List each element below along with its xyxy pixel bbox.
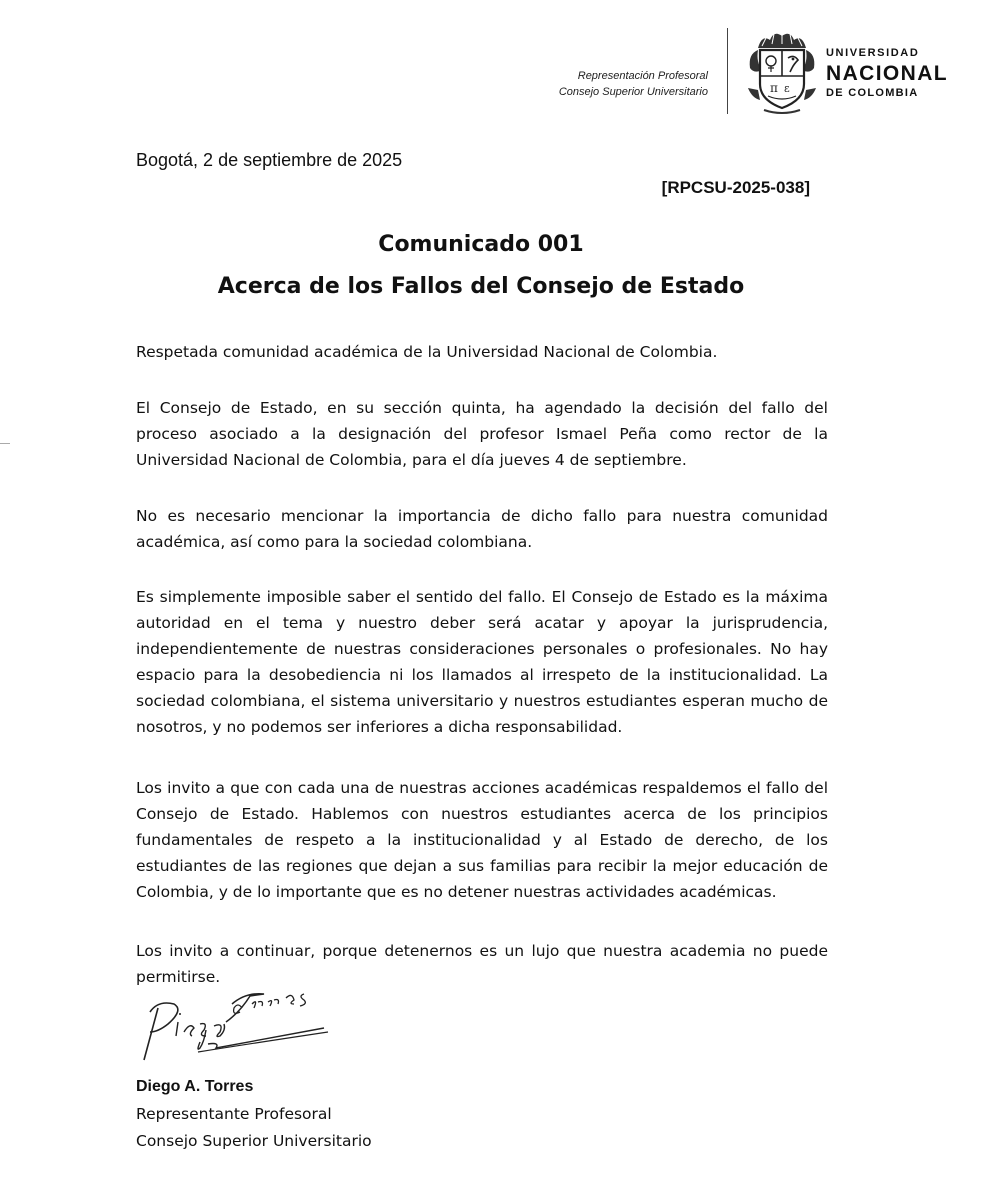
office-header [559, 68, 708, 100]
paragraph-5: Los invito a continuar, porque detenernos es un lujo que nuestra academia no puede permitirse. [136, 942, 828, 986]
paragraph-2: No es necesario mencionar la importancia de dicho fallo para nuestra comunidad académica, así como para la sociedad colombiana. [136, 507, 828, 551]
signatory-name: Diego A. Torres [136, 1078, 254, 1095]
svg-text:π: π [770, 81, 778, 95]
document-reference: [RPCSU-2025-038] [661, 178, 810, 197]
svg-text:ε: ε [784, 82, 790, 95]
paragraph-3: Es simplemente imposible saber el sentido del fallo. El Consejo de Estado es la máxima autoridad en el tema y nuestro deber será acatar y apoyar la jurisprudencia, independientemente de nuestras consideraciones personales o profesionales. No hay espacio para la desobediencia ni los llamados al irrespeto de la institucionalidad. La sociedad colombiana, el sistema universitario y nuestros estudiantes esperan mucho de nosotros, y no podemos ser inferiores a dicha responsabilidad. [136, 588, 828, 736]
handwritten-signature [128, 982, 333, 1064]
university-line-2: NACIONAL [826, 62, 949, 85]
paragraph-1: El Consejo de Estado, en su sección quinta, ha agendado la decisión del fallo del proceso asociado a la designación del profesor Ismael Peña como rector de la Universidad Nacional de Colombia, para el día jueves 4 de septiembre. [136, 399, 828, 469]
place-date: Bogotá, 2 de septiembre de 2025 [136, 150, 403, 170]
office-line-2: Consejo Superior Universitario [558, 86, 708, 98]
office-line-1: Representación Profesoral [577, 70, 708, 82]
page-edge-mark [0, 443, 10, 444]
university-seal-icon [748, 28, 816, 114]
university-line-1: UNIVERSIDAD [826, 47, 920, 59]
title-line-1: Comunicado 001 [378, 232, 584, 257]
university-line-3: DE COLOMBIA [826, 87, 919, 99]
signatory-role: Representante Profesoral [136, 1105, 332, 1123]
university-wordmark [826, 48, 948, 99]
salutation: Respetada comunidad académica de la Universidad Nacional de Colombia. [136, 343, 718, 361]
signatory-body: Consejo Superior Universitario [136, 1132, 372, 1150]
header-divider [727, 28, 728, 114]
title-line-2: Acerca de los Fallos del Consejo de Estado [217, 274, 745, 299]
paragraph-4: Los invito a que con cada una de nuestras acciones académicas respaldemos el fallo del Consejo de Estado. Hablemos con nuestros estudiantes acerca de los principios fundamentales de respeto a la institucionalidad y al Estado de derecho, de los estudiantes de las regiones que dejan a sus familias para recibir la mejor educación de Colombia, y de lo importante que es no detener nuestras actividades académicas. [136, 779, 828, 901]
